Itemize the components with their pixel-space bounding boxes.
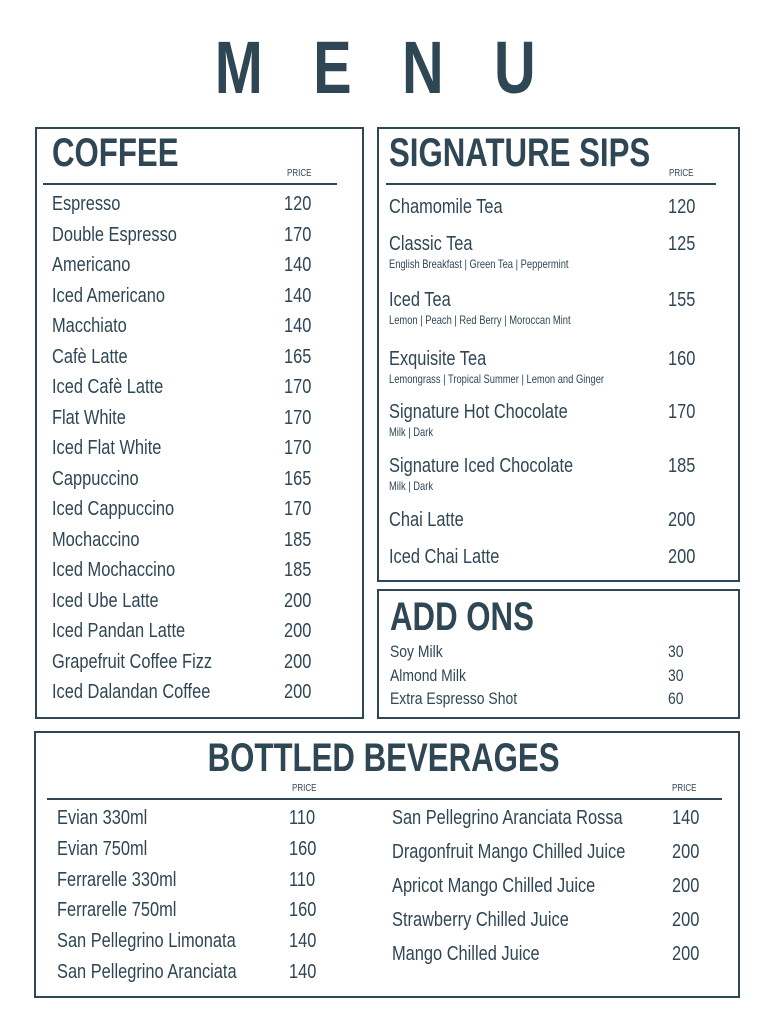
bottled-item-name: San Pellegrino Aranciata [57,961,237,983]
coffee-divider [43,183,337,185]
signature-item-name: Signature Hot Chocolate [389,401,568,423]
signature-item-price: 120 [668,196,696,218]
bottled-item-name: Evian 330ml [57,807,148,829]
bottled-item-price: 110 [289,807,316,829]
coffee-item-name: Iced Cappuccino [52,498,175,520]
signature-item-price: 155 [668,289,696,311]
coffee-item-price: 170 [284,376,312,398]
bottled-item-name: San Pellegrino Limonata [57,930,236,953]
bottled-item-name: Evian 750ml [57,837,148,860]
bottled-item-price: 200 [672,841,700,863]
bottled-price-header-right: PRICE [672,783,697,794]
coffee-item-name: Macchiato [52,315,127,337]
coffee-item-name: Iced Flat White [52,437,162,459]
signature-divider [386,183,716,185]
bottled-item-price: 160 [289,837,317,860]
coffee-item-name: Double Espresso [52,223,177,246]
signature-item-name: Iced Tea [389,289,451,311]
signature-item-description: English Breakfast | Green Tea | Peppermint [389,257,569,271]
signature-item-price: 170 [668,401,696,423]
coffee-item-price: 185 [284,559,312,581]
bottled-item-price: 110 [289,868,316,891]
signature-item-price: 160 [668,348,696,370]
signature-item-description: Milk | Dark [389,425,434,439]
coffee-heading: COFFEE [52,131,179,175]
coffee-item-price: 170 [284,498,312,520]
coffee-item-name: Mochaccino [52,528,140,551]
addon-item-price: 30 [668,642,684,661]
signature-item-name: Signature Iced Chocolate [389,455,574,477]
signature-item-price: 185 [668,455,696,477]
coffee-item-name: Americano [52,254,131,276]
signature-item-description: Lemongrass | Tropical Summer | Lemon and Ginger [389,372,605,386]
bottled-item-price: 200 [672,875,700,897]
signature-item-description: Milk | Dark [389,479,434,493]
addon-item-price: 60 [668,689,684,708]
coffee-item-price: 165 [284,345,312,368]
bottled-item-price: 140 [289,930,317,953]
signature-item-price: 200 [668,546,696,568]
coffee-item-price: 200 [284,650,312,673]
bottled-divider [47,798,722,800]
signature-item-name: Chamomile Tea [389,196,503,218]
bottled-item-name: Ferrarelle 750ml [57,899,177,922]
bottled-heading: BOTTLED BEVERAGES [208,736,560,780]
signature-heading: SIGNATURE SIPS [389,131,651,175]
bottled-item-name: Mango Chilled Juice [392,943,540,965]
coffee-item-name: Grapefruit Coffee Fizz [52,650,213,673]
coffee-item-price: 165 [284,467,312,490]
bottled-item-name: Ferrarelle 330ml [57,868,177,891]
bottled-item-price: 140 [672,807,700,829]
bottled-item-price: 200 [672,909,700,931]
coffee-item-price: 170 [284,437,312,459]
coffee-item-name: Espresso [52,193,121,215]
signature-item-description: Lemon | Peach | Red Berry | Moroccan Mint [389,313,571,327]
coffee-item-name: Flat White [52,406,126,429]
bottled-item-name: Apricot Mango Chilled Juice [392,875,596,897]
addons-heading: ADD ONS [390,595,534,639]
addon-item-name: Extra Espresso Shot [390,689,518,708]
coffee-item-name: Iced Mochaccino [52,559,176,581]
coffee-item-price: 120 [284,193,312,215]
coffee-item-price: 140 [284,284,312,307]
coffee-item-price: 185 [284,528,312,551]
menu-title: M E N U [214,26,554,109]
bottled-price-header-left: PRICE [292,783,317,794]
bottled-item-price: 160 [289,899,317,922]
signature-item-name: Classic Tea [389,233,473,255]
coffee-item-price: 140 [284,254,312,276]
coffee-item-name: Cappuccino [52,467,139,490]
addon-item-price: 30 [668,665,684,685]
coffee-item-price: 200 [284,681,312,703]
addon-item-name: Soy Milk [390,642,443,661]
addon-item-name: Almond Milk [390,665,466,685]
bottled-item-price: 200 [672,943,700,965]
coffee-item-price: 200 [284,589,312,612]
coffee-item-price: 170 [284,406,312,429]
coffee-item-name: Iced Ube Latte [52,589,159,612]
coffee-item-price: 140 [284,315,312,337]
coffee-item-name: Iced Americano [52,284,166,307]
coffee-item-name: Cafè Latte [52,345,128,368]
bottled-item-name: San Pellegrino Aranciata Rossa [392,807,623,829]
signature-item-price: 200 [668,509,696,531]
coffee-item-name: Iced Dalandan Coffee [52,681,211,703]
signature-item-price: 125 [668,233,696,255]
signature-item-name: Chai Latte [389,509,464,531]
coffee-item-name: Iced Pandan Latte [52,620,186,642]
bottled-item-name: Dragonfruit Mango Chilled Juice [392,841,626,863]
coffee-price-header: PRICE [287,168,312,179]
bottled-item-name: Strawberry Chilled Juice [392,909,569,931]
signature-item-name: Exquisite Tea [389,348,487,370]
signature-price-header: PRICE [669,168,694,179]
signature-item-name: Iced Chai Latte [389,546,500,568]
bottled-item-price: 140 [289,961,317,983]
coffee-item-name: Iced Cafè Latte [52,376,164,398]
coffee-item-price: 200 [284,620,312,642]
coffee-item-price: 170 [284,223,312,246]
